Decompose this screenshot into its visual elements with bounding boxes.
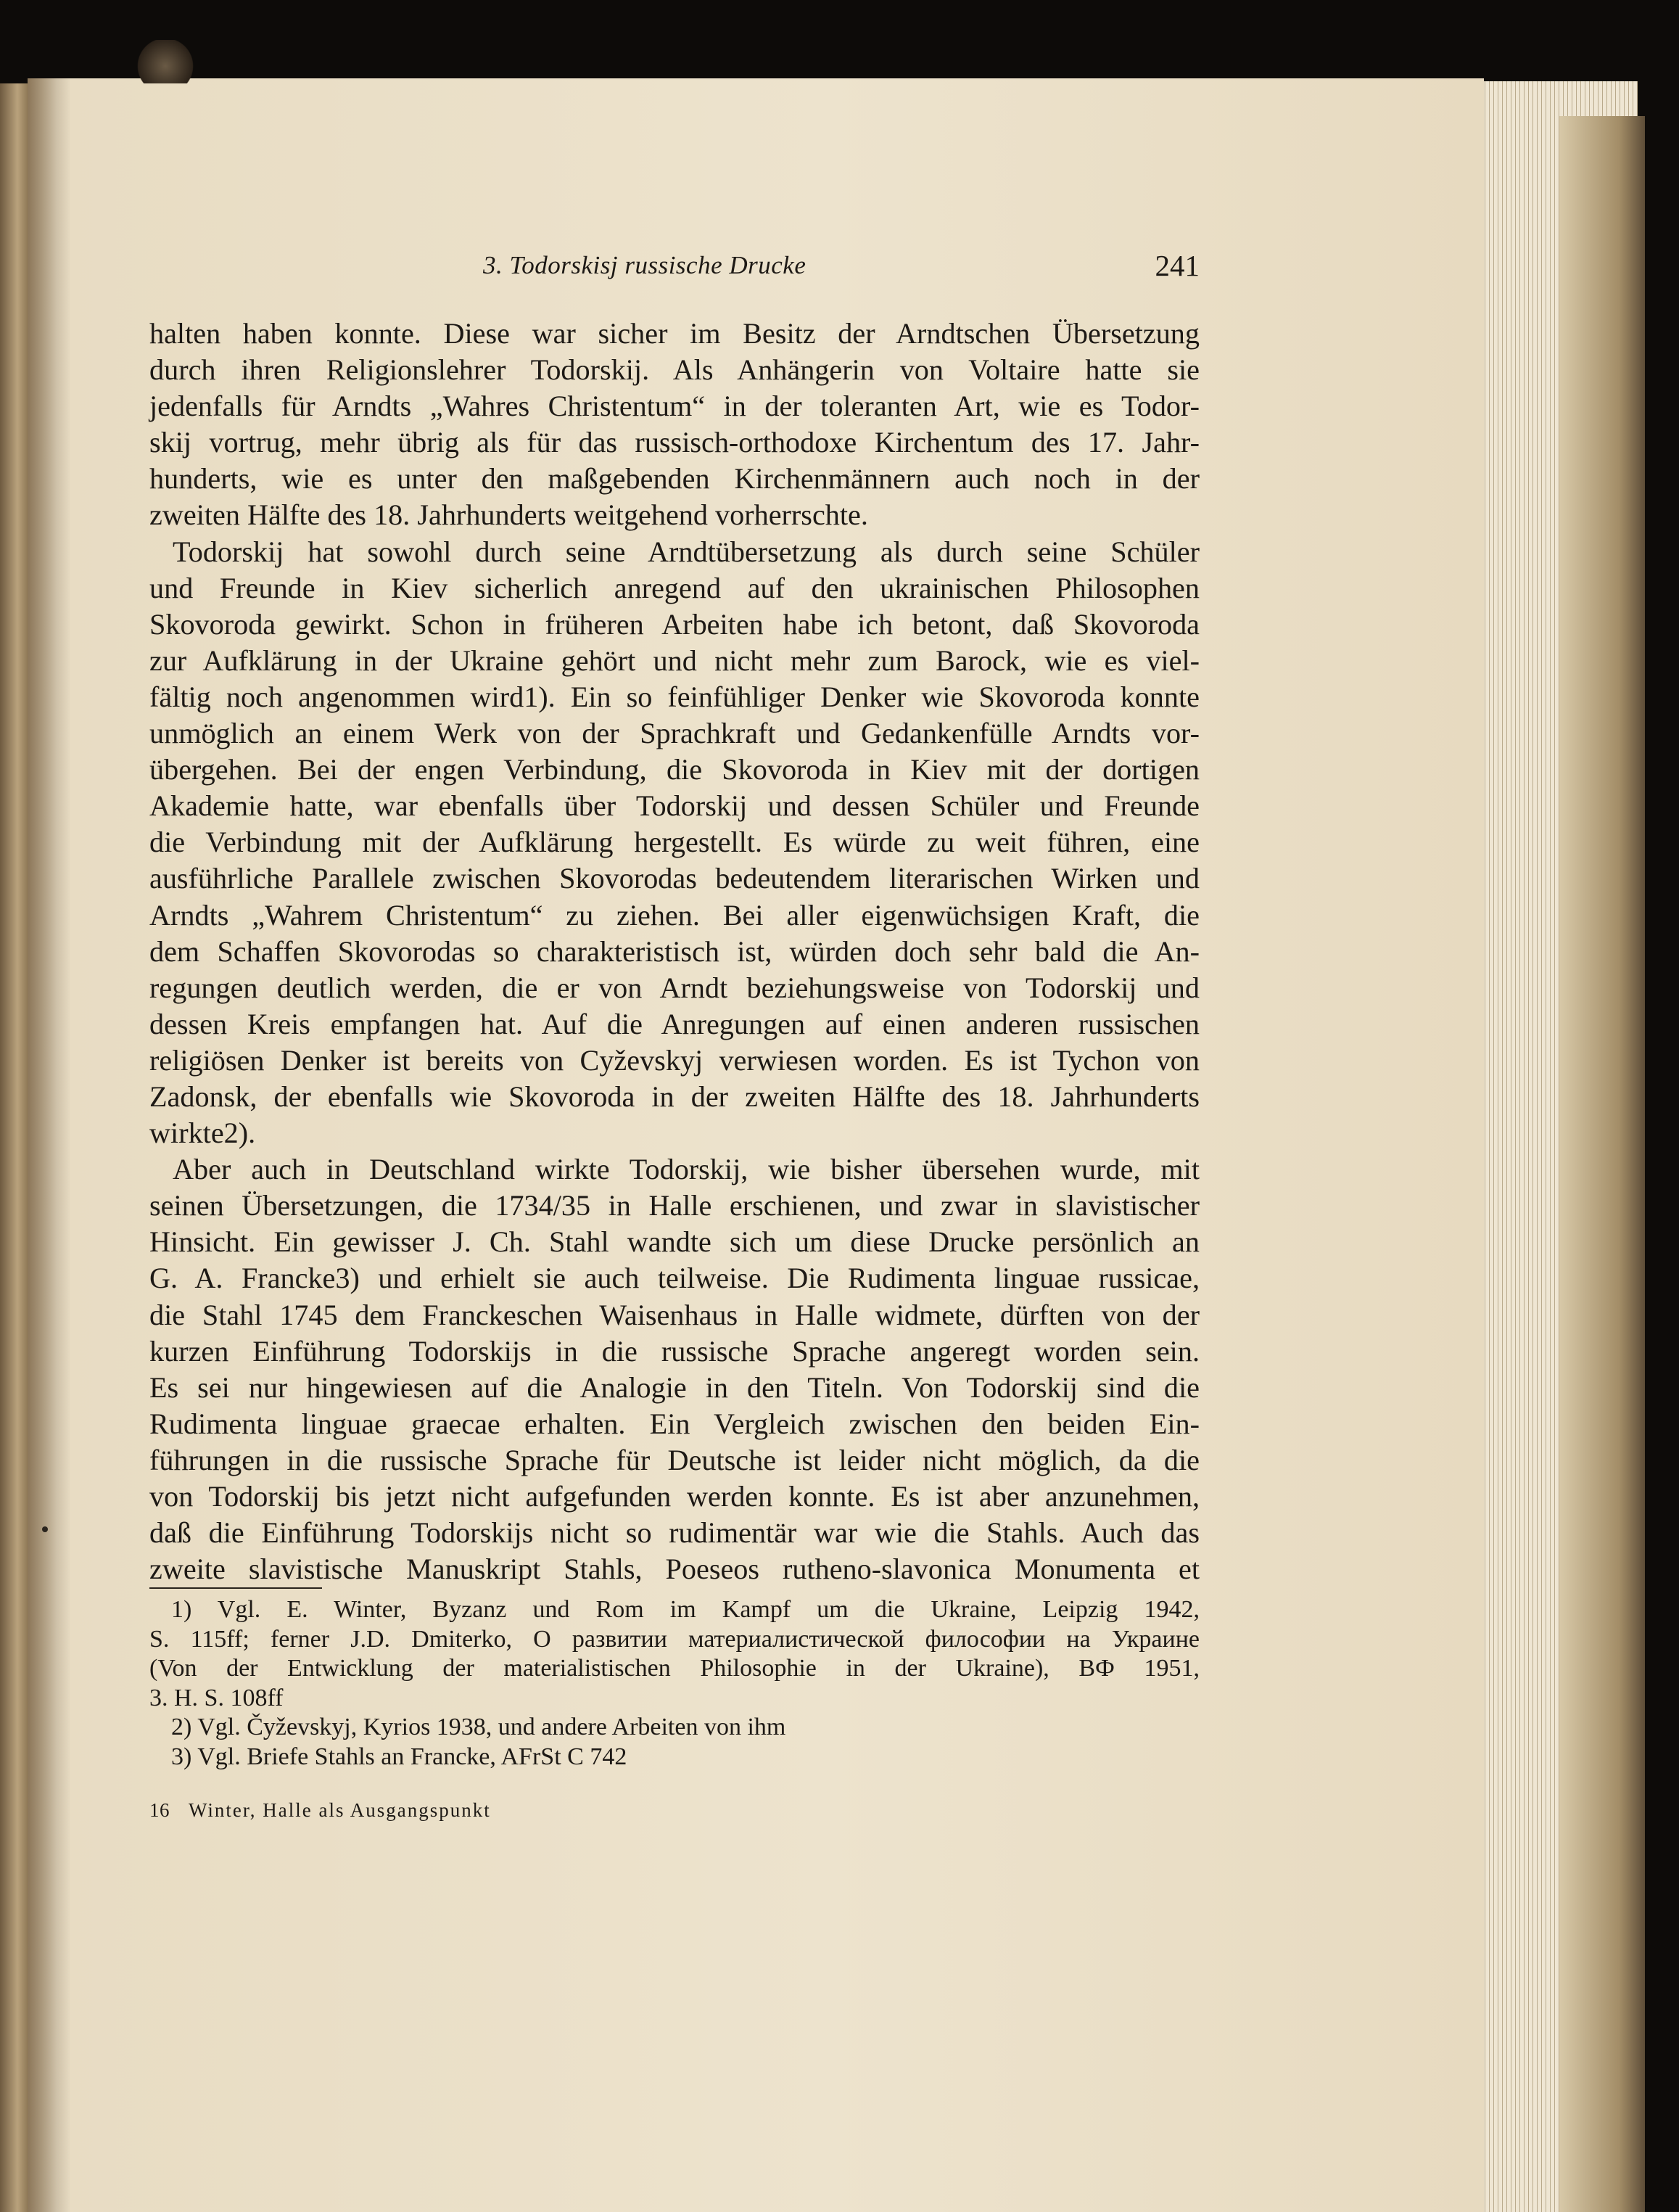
text-line: die Stahl 1745 dem Franckeschen Waisenhaus in Halle widmete, dürften von der <box>149 1298 1200 1331</box>
text-line: Aber auch in Deutschland wirkte Todorskij, wie bisher übersehen wurde, mit <box>173 1153 1200 1186</box>
text-line: übergehen. Bei der engen Verbindung, die Skovoroda in Kiev mit der dortigen <box>149 753 1200 786</box>
text-line: dessen Kreis empfangen hat. Auf die Anregungen auf einen anderen russischen <box>149 1007 1200 1040</box>
text-line: zweite slavistische Manuskript Stahls, Poeseos rutheno-slavonica Monumenta et <box>149 1553 1200 1586</box>
text-line: Akademie hatte, war ebenfalls über Todorskij und dessen Schüler und Freunde <box>149 789 1200 823</box>
text-line: Es sei nur hingewiesen auf die Analogie in den Titeln. Von Todorskij sind die <box>149 1370 1200 1404</box>
spine-shadow <box>28 78 71 2212</box>
text-line: seinen Übersetzungen, die 1734/35 in Halle erschienen, und zwar in slavistischer <box>149 1189 1200 1222</box>
footnote-line: 3. H. S. 108ff <box>149 1684 284 1711</box>
text-line: von Todorskij bis jetzt nicht aufgefunden werden konnte. Es ist aber anzunehmen, <box>149 1480 1200 1513</box>
text-line: und Freunde in Kiev sicherlich anregend auf den ukrainischen Philosophen <box>149 571 1200 604</box>
text-line: unmöglich an einem Werk von der Sprachkraft und Gedankenfülle Arndts vor- <box>149 717 1200 750</box>
text-line: führungen in die russische Sprache für Deutsche ist leider nicht möglich, da die <box>149 1443 1200 1476</box>
text-line: regungen deutlich werden, die er von Arndt beziehungsweise von Todorskij und <box>149 971 1200 1004</box>
text-line: hunderts, wie es unter den maßgebenden Kirchenmännern auch noch in der <box>149 462 1200 496</box>
page-header <box>149 251 1200 295</box>
text-line: Skovoroda gewirkt. Schon in früheren Arbeiten habe ich betont, daß Skovoroda <box>149 607 1200 641</box>
text-line: Zadonsk, der ebenfalls wie Skovoroda in der zweiten Hälfte des 18. Jahrhunderts <box>149 1080 1200 1113</box>
text-line: wirkte2). <box>149 1117 256 1150</box>
running-head: 3. Todorskisj russische Drucke <box>483 251 807 279</box>
page-number: 241 <box>1155 249 1200 282</box>
footnotes <box>149 1595 1200 1772</box>
text-line: zur Aufklärung in der Ukraine gehört und nicht mehr zum Barock, wie es viel- <box>149 644 1200 677</box>
text-line: Arndts „Wahrem Christentum“ zu ziehen. Bei aller eigenwüchsigen Kraft, die <box>149 898 1200 932</box>
footnote-line: 3) Vgl. Briefe Stahls an Francke, AFrSt C 742 <box>171 1743 627 1770</box>
text-line: Rudimenta linguae graecae erhalten. Ein Vergleich zwischen den beiden Ein- <box>149 1407 1200 1440</box>
text-line: skij vortrug, mehr übrig als für das russisch-orthodoxe Kirchentum des 17. Jahr- <box>149 426 1200 459</box>
text-line: halten haben konnte. Diese war sicher im Besitz der Arndtschen Übersetzung <box>149 317 1200 350</box>
text-line: dem Schaffen Skovorodas so charakteristisch ist, würden doch sehr bald die An- <box>149 934 1200 968</box>
text-line: G. A. Francke3) und erhielt sie auch teilweise. Die Rudimenta linguae russicae, <box>149 1262 1200 1295</box>
binding-thread <box>136 40 194 83</box>
footnote-line: (Von der Entwicklung der materialistischen Philosophie in der Ukraine), ВФ 1951, <box>149 1655 1200 1682</box>
footnote-line: S. 115ff; ferner J.D. Dmiterko, О развитии материалистической философии на Украине <box>149 1625 1200 1653</box>
signature-number: 16 <box>149 1799 170 1821</box>
footnote-rule <box>149 1587 322 1589</box>
text-line: Todorskij hat sowohl durch seine Arndtübersetzung als durch seine Schüler <box>173 535 1200 568</box>
facing-page-edge <box>0 83 29 2212</box>
cover-edge <box>1559 116 1645 2212</box>
footnote-line: 1) Vgl. E. Winter, Byzanz und Rom im Kampf um die Ukraine, Leipzig 1942, <box>171 1596 1200 1623</box>
text-line: durch ihren Religionslehrer Todorskij. Als Anhängerin von Voltaire hatte sie <box>149 353 1200 387</box>
ink-dot <box>42 1526 48 1532</box>
text-line: die Verbindung mit der Aufklärung hergestellt. Es würde zu weit führen, eine <box>149 826 1200 859</box>
text-line: daß die Einführung Todorskijs nicht so rudimentär war wie die Stahls. Auch das <box>149 1516 1200 1550</box>
text-line: Hinsicht. Ein gewisser J. Ch. Stahl wandte sich um diese Drucke persönlich an <box>149 1225 1200 1259</box>
text-line: fältig noch angenommen wird1). Ein so feinfühliger Denker wie Skovoroda konnte <box>149 680 1200 713</box>
footnote-line: 2) Vgl. Čyževskyj, Kyrios 1938, und andere Arbeiten von ihm <box>171 1714 786 1740</box>
text-line: jedenfalls für Arndts „Wahres Christentum“ in der toleranten Art, wie es Todor- <box>149 390 1200 423</box>
printer-signature <box>149 1799 491 1822</box>
signature-text: Winter, Halle als Ausgangspunkt <box>189 1799 491 1821</box>
text-line: ausführliche Parallele zwischen Skovorodas bedeutendem literarischen Wirken und <box>149 862 1200 895</box>
text-line: zweiten Hälfte des 18. Jahrhunderts weitgehend vorherrschte. <box>149 498 868 532</box>
body-text <box>149 316 1200 1587</box>
text-line: kurzen Einführung Todorskijs in die russische Sprache angeregt worden sein. <box>149 1334 1200 1368</box>
text-line: religiösen Denker ist bereits von Cyževskyj verwiesen worden. Es ist Tychon von <box>149 1043 1200 1077</box>
